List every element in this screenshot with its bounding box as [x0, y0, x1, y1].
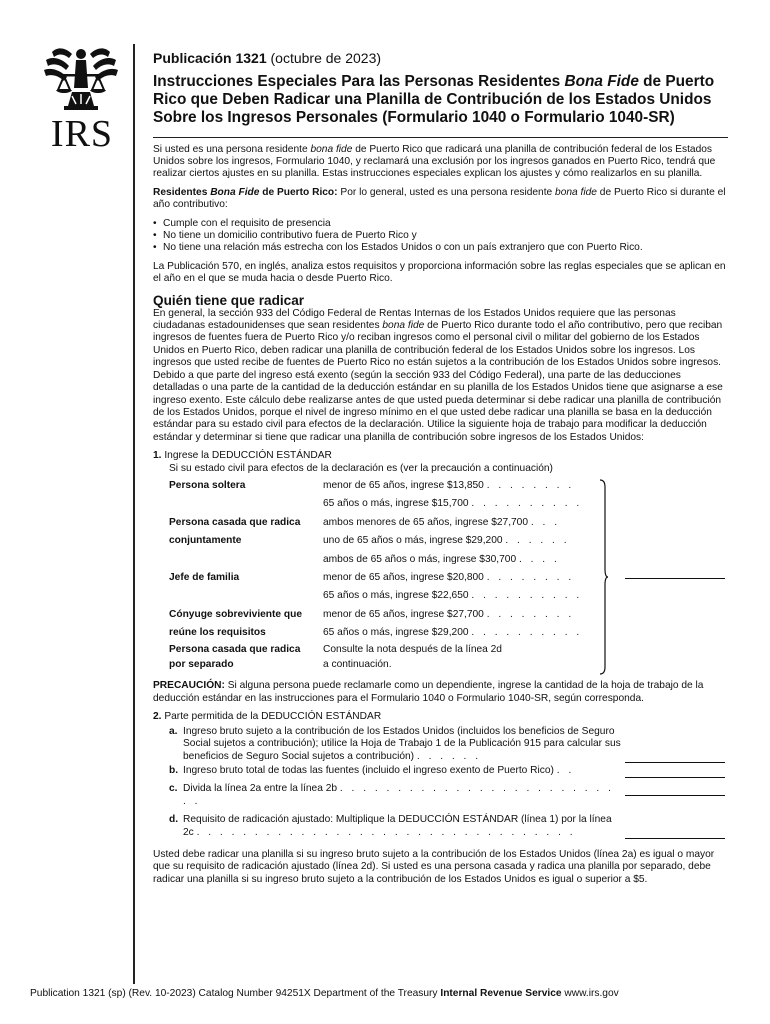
letter: d.	[169, 814, 179, 826]
line-2a-answer-field[interactable]	[625, 762, 725, 763]
vertical-divider	[133, 44, 135, 984]
intro-paragraph	[153, 144, 728, 181]
status-label: reúne los requisitos	[169, 627, 266, 639]
line-2d	[153, 814, 728, 839]
letter: b.	[169, 764, 179, 776]
title-rule	[153, 137, 728, 138]
line1-subtitle: Si su estado civil para efectos de la declaración es (ver la precaución a continuación)	[169, 462, 553, 474]
res-b: de Puerto Rico si durante el año contributivo:	[153, 186, 726, 211]
table-row	[153, 495, 728, 513]
value-text: menor de 65 años, ingrese $20,800	[323, 571, 484, 583]
line-2b	[153, 765, 728, 777]
footer-url: www.irs.gov	[561, 988, 619, 999]
table-row	[153, 657, 728, 672]
text: Requisito de radicación ajustado: Multiplique la DEDUCCIÓN ESTÁNDAR (línea 1) por la línea 2c	[183, 814, 612, 838]
line-text	[183, 783, 623, 808]
document-body	[153, 50, 728, 892]
status-label: Persona soltera	[169, 479, 246, 491]
line-2c	[153, 783, 728, 808]
who-must-file-heading: Quién tiene que radicar	[153, 292, 305, 308]
table-row	[153, 624, 728, 642]
text: Ingreso bruto sujeto a la contribución de los Estados Unidos (incluidos los beneficios de Seguro Social sujetos a contribución); utilice la Hoja de Trabajo 1 de la Publicación 915 para calcular sus beneficios de Seguro Social sujetos a contribución)	[183, 725, 621, 762]
status-value	[323, 572, 595, 584]
leader-dots: . . . . . . . . . .	[471, 590, 583, 602]
leader-dots: . . . . . . . . . . . . . . . . . . . . . . . . . .	[183, 783, 614, 807]
who-i: bona fide	[382, 320, 425, 332]
value-text: menor de 65 años, ingrese $13,850	[323, 479, 484, 491]
table-row	[153, 551, 728, 569]
leader-dots: . . .	[530, 516, 561, 528]
status-value	[323, 517, 595, 529]
letter: a.	[169, 725, 178, 737]
line-2b-answer-field[interactable]	[625, 777, 725, 778]
irs-logo	[36, 44, 128, 154]
leader-dots: . . . . . . . .	[486, 608, 575, 620]
leader-dots: . . . . . .	[416, 750, 482, 762]
status-label: Cónyuge sobreviviente que	[169, 608, 303, 620]
page-title	[153, 73, 728, 128]
table-row	[153, 642, 728, 657]
status-label: Persona casada que radica	[169, 643, 301, 655]
title-part2: de Puerto Rico que Deben Radicar una Planilla de Contribución de los Estados Unidos Sobre los Ingresos Personales (Formulario 1040 o Formulario 1040-SR)	[153, 73, 715, 127]
leader-dots: . . . . . .	[505, 535, 570, 547]
publication-line	[153, 50, 728, 67]
table-row	[153, 477, 728, 495]
line-2c-answer-field[interactable]	[625, 795, 725, 796]
res-a: Por lo general, usted es una persona residente	[337, 186, 556, 198]
letter: c.	[169, 783, 178, 795]
residents-paragraph	[153, 187, 728, 212]
title-part1: Instrucciones Especiales Para las Personas Residentes	[153, 73, 565, 90]
status-value	[323, 480, 595, 492]
line2-number: 2.	[153, 711, 162, 723]
res-bold-i: Bona Fide	[210, 186, 260, 198]
value-text: Consulte la nota después de la línea 2d	[323, 643, 502, 655]
list-item: • Cumple con el requisito de presencia	[153, 218, 728, 230]
status-value	[323, 498, 595, 510]
status-label: Persona casada que radica	[169, 516, 301, 528]
intro-i: bona fide	[310, 143, 353, 155]
title-italic: Bona Fide	[564, 73, 639, 90]
footer-irs: Internal Revenue Service	[440, 988, 562, 999]
who-b: de Puerto Rico durante todo el año contributivo, pero que reciban ingresos de fuentes fuera de Puerto Rico y/o reciban ingresos como el personal civil o militar del gobierno de los Estados Unidos en Puerto Rico, deben radicar una planilla de contribución federal de los Estados Unidos sobre los ingresos. Los ingresos que usted recibe de fuentes de Puerto Rico no están sujetos a la contribución de los Estados Unidos sobre ingresos. Debido a que parte del ingreso está exento (según la sección 933 del Código Federal), una parte de las deducciones detalladas o una parte de la cantidad de la deducción estándar en su planilla de los Estados Unidos tiene que asignarse a ese ingreso exento. Este cálculo debe realizarse antes de que usted pueda determinar si debe radicar una planilla de contribución de los Estados Unidos, porque el nivel de ingreso mínimo en el que usted debe radicar una planilla se basa en la deducción estándar para su estado civil para efectos de la declaración. Utilice la siguiente hoja de trabajo para modificar la deducción estándar y determinar si tiene que radicar una planilla de contribución sobre ingresos de los Estados Unidos:	[153, 320, 723, 443]
page-footer	[30, 988, 619, 999]
value-text: uno de 65 años o más, ingrese $29,200	[323, 535, 503, 547]
value-text: 65 años o más, ingrese $15,700	[323, 498, 469, 510]
status-value	[323, 609, 595, 621]
text: Divida la línea 2a entre la línea 2b	[183, 783, 338, 795]
worksheet-line-1	[153, 450, 728, 475]
line1-answer-field[interactable]	[625, 578, 725, 579]
leader-dots: . . . .	[518, 553, 560, 565]
line-text	[183, 726, 623, 763]
value-text: ambos menores de 65 años, ingrese $27,700	[323, 516, 529, 528]
res-bold-b: de Puerto Rico:	[259, 186, 338, 198]
leader-dots: . . . . . . . . . .	[471, 498, 583, 510]
line1-label: Ingrese la DEDUCCIÓN ESTÁNDAR	[164, 450, 332, 462]
status-label: por separado	[169, 658, 234, 670]
pub570-paragraph: La Publicación 570, en inglés, analiza estos requisitos y proporciona información sobre las reglas especiales que se aplican en el año en el que se muda hacia o desde Puerto Rico.	[153, 260, 726, 285]
value-text: 65 años o más, ingrese $22,650	[323, 590, 469, 602]
status-value	[323, 535, 595, 547]
leader-dots: . . . . . . . . . . . . . . . . . . . . . . . . . . . . . . . . .	[196, 826, 576, 838]
line-text	[183, 814, 623, 839]
intro-a: Si usted es una persona residente	[153, 143, 311, 155]
table-row	[153, 606, 728, 624]
right-brace	[599, 479, 609, 675]
closing-paragraph: Usted debe radicar una planilla si su ingreso bruto sujeto a la contribución de los Estados Unidos (línea 2a) es igual o mayor que su requisito de radicación ajustado (línea 2d). Si usted es una persona casada y radica una planilla por separado, debe radicar una planilla si su ingreso bruto sujeto a la contribución de los Estados Unidos es igual o superior a $5.	[153, 848, 715, 885]
who-a: En general, la sección 933 del Código Federal de Rentas Internas de los Estados Unidos requiere que las personas ciudadanas estadounidenses que sean residentes	[153, 307, 676, 332]
pub-number: Publicación 1321	[153, 50, 267, 66]
caution-bold: PRECAUCIÓN:	[153, 680, 225, 692]
text: Ingreso bruto total de todas las fuentes (incluido el ingreso exento de Puerto Rico)	[183, 764, 554, 776]
status-value	[323, 627, 595, 639]
status-label: conjuntamente	[169, 535, 242, 547]
status-label: Jefe de familia	[169, 571, 240, 583]
filing-status-table	[153, 477, 728, 673]
leader-dots: . . . . . . . . . .	[471, 627, 583, 639]
status-value	[323, 659, 595, 671]
line-2d-answer-field[interactable]	[625, 838, 725, 839]
status-value	[323, 590, 595, 602]
caution-paragraph	[153, 680, 728, 705]
res-bold-a: Residentes	[153, 186, 211, 198]
table-row	[153, 587, 728, 605]
status-value	[323, 554, 595, 566]
leader-dots: . .	[556, 764, 575, 776]
line1-number: 1.	[153, 450, 162, 462]
list-item: • No tiene una relación más estrecha con los Estados Unidos o con un país extranjero que con Puerto Rico.	[153, 242, 728, 254]
intro-b: de Puerto Rico que radicará una planilla de contribución federal de los Estados Unidos sobre los ingresos, Formulario 1040, y reclamará una exclusión por los ingresos ganados en Puerto Rico, tendrá que realizar ciertos ajustes en su planilla. Estas instrucciones especiales explican los ajustes y cómo realizarlos en su planilla.	[153, 143, 716, 180]
value-text: ambos de 65 años o más, ingrese $30,700	[323, 553, 517, 565]
caution-text: Si alguna persona puede reclamarle como un dependiente, ingrese la cantidad de la hoja de trabajo de la deducción estándar en las instrucciones para el Formulario 1040 o Formulario 1040-SR, según corresponda.	[153, 680, 704, 704]
residency-bullets	[153, 218, 728, 255]
list-item: • No tiene un domicilio contributivo fuera de Puerto Rico y	[153, 230, 728, 242]
status-value	[323, 644, 595, 656]
leader-dots: . . . . . . . .	[486, 479, 575, 491]
line-2a	[153, 726, 728, 763]
who-must-file-paragraph	[153, 308, 728, 444]
value-text: menor de 65 años, ingrese $27,700	[323, 608, 484, 620]
irs-wordmark: IRS	[50, 113, 114, 155]
value-text: 65 años o más, ingrese $29,200	[323, 627, 469, 639]
eagle-scales-icon	[42, 44, 120, 114]
value-text: a continuación.	[323, 658, 392, 670]
footer-left: Publication 1321 (sp) (Rev. 10-2023) Catalog Number 94251X Department of the Treasury	[30, 988, 441, 999]
res-i: bona fide	[555, 186, 597, 198]
pub-date: (octubre de 2023)	[270, 50, 382, 66]
table-row	[153, 514, 728, 532]
line2-label: Parte permitida de la DEDUCCIÓN ESTÁNDAR	[164, 711, 382, 723]
worksheet-line-2	[153, 711, 728, 839]
leader-dots: . . . . . . . .	[486, 571, 575, 583]
table-row	[153, 532, 728, 550]
line-text	[183, 765, 623, 777]
